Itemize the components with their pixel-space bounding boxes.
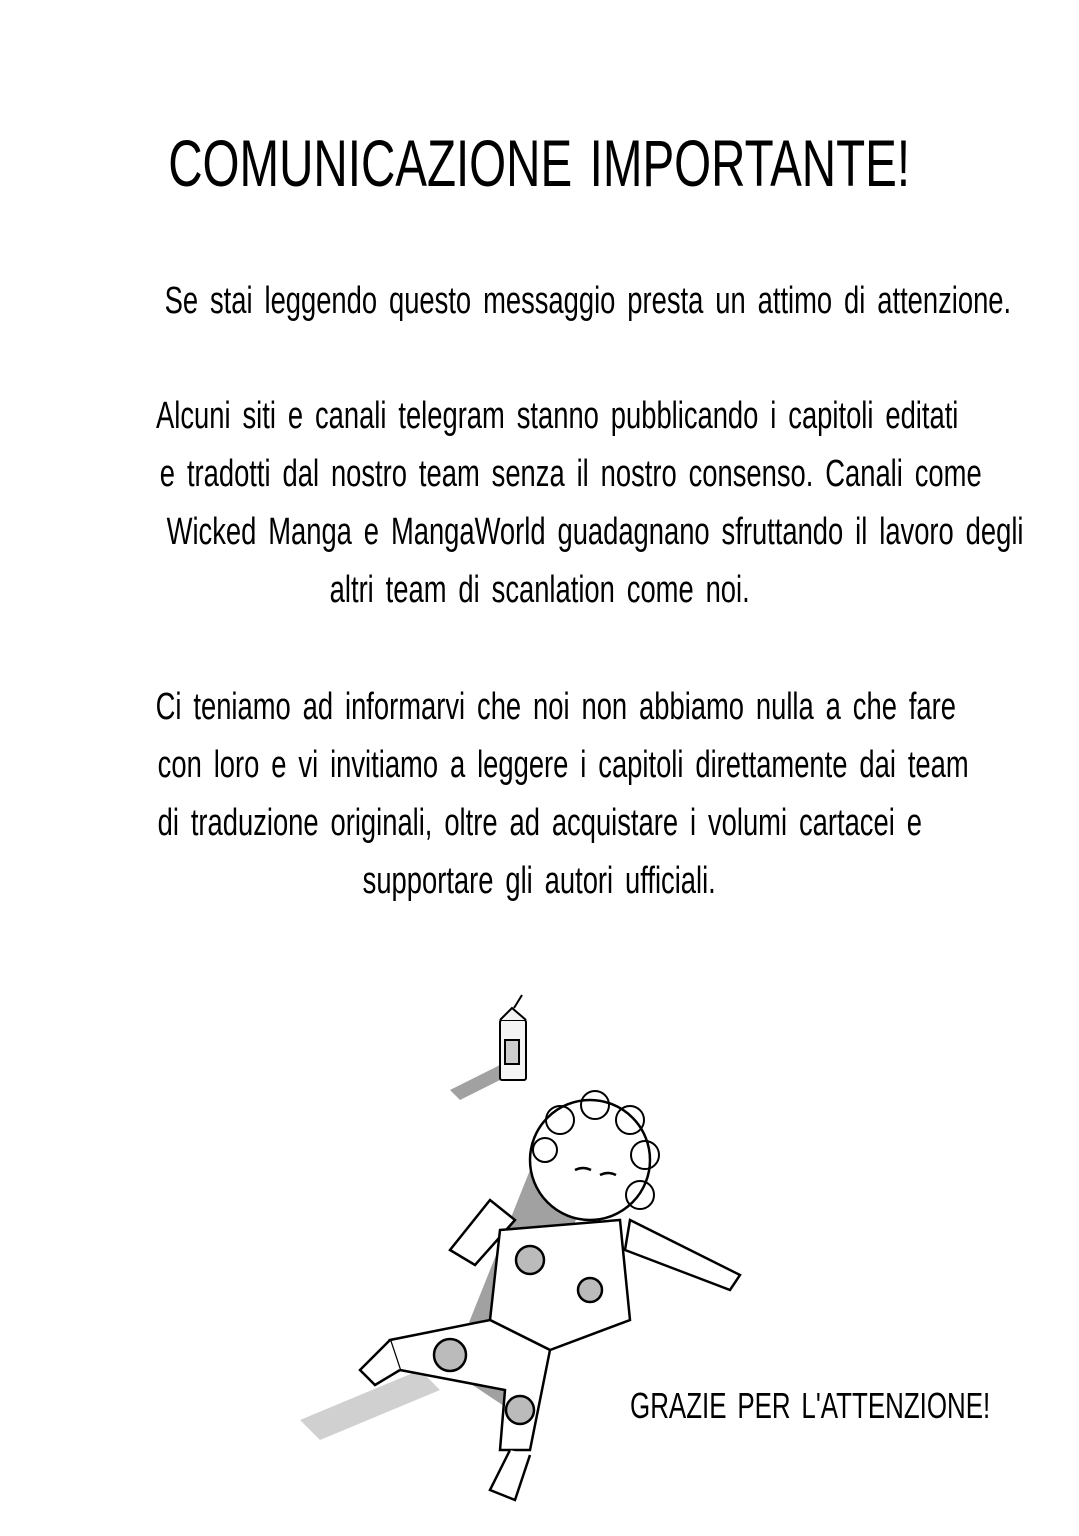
paragraph-line: [0, 860, 1079, 903]
closing-text: [560, 1385, 1060, 1427]
page-title: [0, 125, 1079, 201]
paragraph-line: [0, 802, 1079, 845]
line-text: Se stai leggendo questo messaggio presta un attimo di attenzione.: [164, 280, 1012, 322]
line-text: con loro e vi invitiamo a leggere i capitoli direttamente dai team: [157, 744, 969, 786]
paragraph-line: [0, 453, 1079, 496]
line-text: Wicked Manga e MangaWorld guadagnano sfruttando il lavoro degli: [166, 511, 1024, 553]
paragraph-line: [0, 511, 1079, 554]
character: [360, 1091, 740, 1500]
paragraph-line: [0, 744, 1079, 787]
line-text: Ci teniamo ad informarvi che noi non abbiamo nulla a che fare: [155, 686, 956, 728]
character-illustration: [300, 990, 780, 1530]
line-text: di traduzione originali, oltre ad acquistare i volumi cartacei e: [157, 802, 922, 844]
juice-box-icon: [500, 995, 526, 1080]
paragraph-line: [0, 395, 1079, 438]
closing-label: GRAZIE PER L'ATTENZIONE!: [630, 1385, 991, 1426]
line-text: altri team di scanlation come noi.: [329, 569, 750, 611]
paragraph-line: [0, 686, 1079, 729]
title-text: COMUNICAZIONE IMPORTANTE!: [168, 126, 911, 200]
line-text: Alcuni siti e canali telegram stanno pubblicando i capitoli editati: [156, 395, 959, 437]
paragraph-line: [0, 569, 1079, 612]
line-text: e tradotti dal nostro team senza il nostro consenso. Canali come: [159, 453, 982, 495]
paragraph-line: [0, 280, 1079, 323]
line-text: supportare gli autori ufficiali.: [362, 860, 717, 902]
